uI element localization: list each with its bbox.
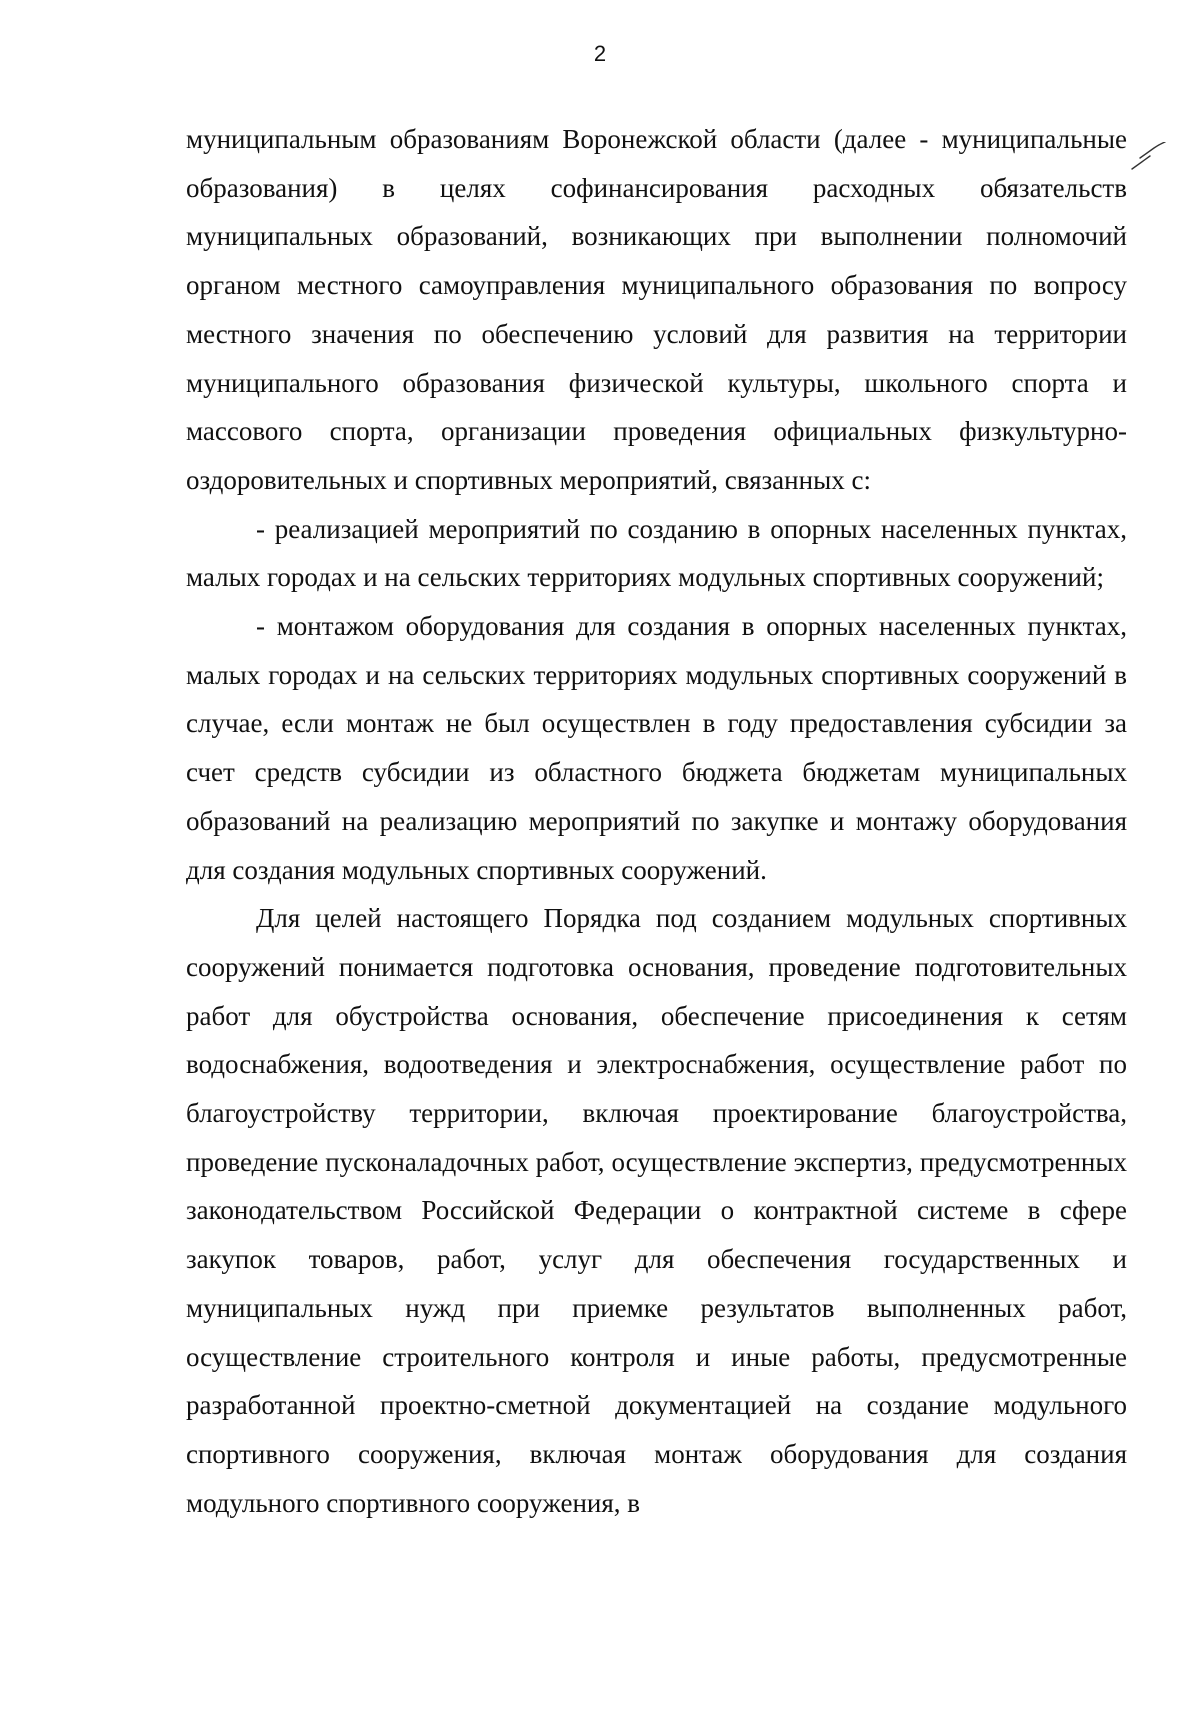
paragraph-intro: муниципальным образованиям Воронежской области (далее - муниципальные образования) в целях софинансирования расходных обязательств муниципальных образований, возникающих при выполнении полномочий органом местного самоуправления муниципального образования по вопросу местного значения по обеспечению условий для развития на территории муниципального образования физической культуры, школьного спорта и массового спорта, организации проведения официальных физкультурно-оздоровительных и спортивных мероприятий, связанных с: xyxy=(186,124,1127,495)
document-body xyxy=(186,115,1127,1527)
paragraph-definition: Для целей настоящего Порядка под созданием модульных спортивных сооружений понимается подготовка основания, проведение подготовительных работ для обустройства основания, обеспечение присоединения к сетям водоснабжения, водоотведения и электроснабжения, осуществление работ по благоустройству территории, включая проектирование благоустройства, проведение пусконаладочных работ, осуществление экспертиз, предусмотренных законодательством Российской Федерации о контрактной системе в сфере закупок товаров, работ, услуг для обеспечения государственных и муниципальных нужд при приемке результатов выполненных работ, осуществление строительного контроля и иные работы, предусмотренные разработанной проектно-сметной документацией на создание модульного спортивного сооружения, включая монтаж оборудования для создания модульного спортивного сооружения, в xyxy=(186,903,1127,1518)
paragraph-list-item-1: - реализацией мероприятий по созданию в опорных населенных пунктах, малых городах и на сельских территориях модульных спортивных сооружений; xyxy=(186,513,1127,593)
margin-pen-mark xyxy=(1130,142,1170,172)
page-number: 2 xyxy=(593,41,607,66)
paragraph-list-item-2: - монтажом оборудования для создания в опорных населенных пунктах, малых городах и на сельских территориях модульных спортивных сооружений в случае, если монтаж не был осуществлен в году предоставления субсидии за счет средств субсидии из областного бюджета бюджетам муниципальных образований на реализацию мероприятий по закупке и монтажу оборудования для создания модульных спортивных сооружений. xyxy=(186,611,1127,885)
